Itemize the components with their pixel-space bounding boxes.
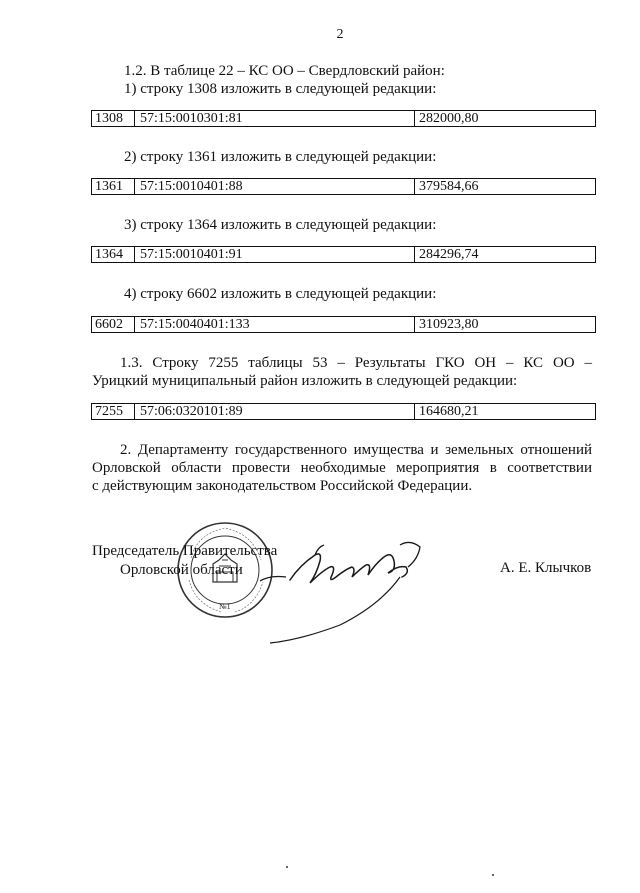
value-cell: 310923,80 (419, 317, 479, 332)
instruction-3: 3) строку 1364 изложить в следующей редакции: (124, 217, 437, 233)
table-row-1364 (91, 246, 596, 263)
value-cell: 164680,21 (419, 404, 479, 419)
table-row-1308 (91, 110, 596, 127)
seal-number: №1 (219, 602, 231, 611)
cadastral-number-cell: 57:15:0010401:88 (135, 179, 415, 194)
scan-artifact (492, 874, 494, 876)
signatory-name: А. Е. Клычков (500, 560, 592, 576)
section-2-line1: 2. Департаменту государственного имущества и земельных отношений (120, 442, 592, 458)
value-cell: 284296,74 (419, 247, 479, 262)
handwritten-signature-icon (260, 525, 440, 645)
instruction-2: 2) строку 1361 изложить в следующей редакции: (124, 149, 437, 165)
table-row-1361 (91, 178, 596, 195)
signatory-title (92, 542, 277, 580)
section-2-line2: Орловской области провести необходимые мероприятия в соответствии (92, 460, 592, 476)
cadastral-number-cell: 57:15:0010401:91 (135, 247, 415, 262)
page-number: 2 (336, 27, 344, 42)
table-row-7255 (91, 403, 596, 420)
section-1-2-heading: 1.2. В таблице 22 – КС ОО – Свердловский район: (124, 63, 445, 79)
section-1-3-line2: Урицкий муниципальный район изложить в следующей редакции: (92, 373, 518, 389)
value-cell: 282000,80 (419, 111, 479, 126)
section-1-3-line1: 1.3. Строку 7255 таблицы 53 – Результаты ГКО ОН – КС ОО – (120, 355, 592, 371)
signatory-title-line2: Орловской области (120, 562, 243, 578)
section-2-line3: с действующим законодательством Российской Федерации. (92, 478, 473, 494)
cadastral-number-cell: 57:15:0010301:81 (135, 111, 415, 126)
scan-artifact (286, 866, 288, 868)
row-number-cell: 1361 (92, 179, 135, 194)
row-number-cell: 6602 (92, 317, 135, 332)
row-number-cell: 1364 (92, 247, 135, 262)
table-row-6602 (91, 316, 596, 333)
instruction-4: 4) строку 6602 изложить в следующей редакции: (124, 286, 437, 302)
row-number-cell: 1308 (92, 111, 135, 126)
row-number-cell: 7255 (92, 404, 135, 419)
value-cell: 379584,66 (419, 179, 479, 194)
signatory-title-line1: Председатель Правительства (92, 543, 278, 559)
cadastral-number-cell: 57:15:0040401:133 (135, 317, 415, 332)
cadastral-number-cell: 57:06:0320101:89 (135, 404, 415, 419)
instruction-1: 1) строку 1308 изложить в следующей редакции: (124, 81, 437, 97)
